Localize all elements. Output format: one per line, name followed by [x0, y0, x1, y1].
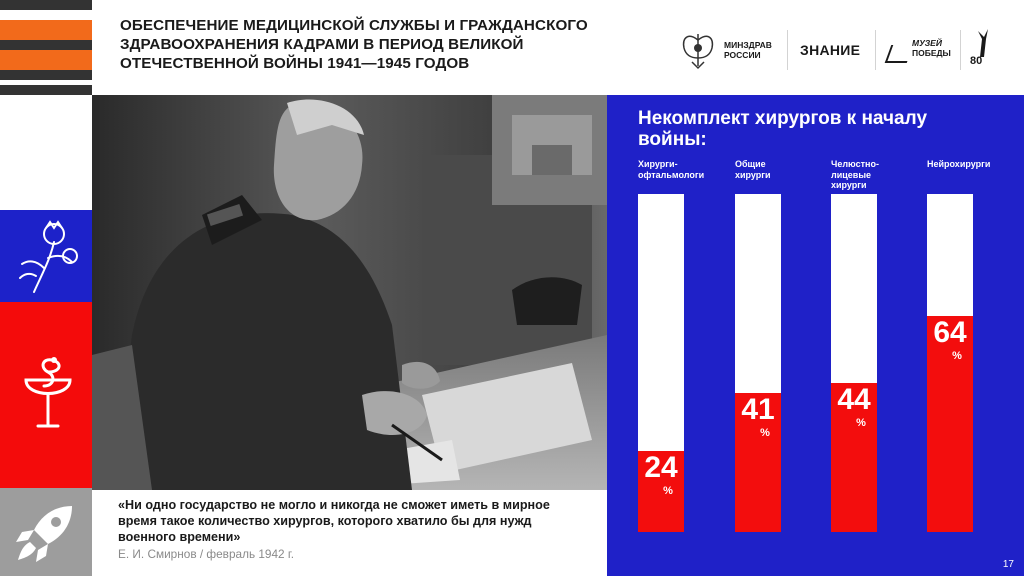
medical-tile	[0, 302, 92, 488]
st-george-ribbon	[0, 0, 92, 95]
chart-panel	[607, 95, 1024, 576]
page-number: 17	[1002, 559, 1014, 570]
museum-skyline-icon	[885, 45, 914, 63]
bar-value-label: 24	[644, 450, 678, 484]
bar-unit-label: %	[760, 427, 770, 440]
rocket-icon	[12, 498, 82, 568]
logo-divider	[787, 30, 788, 70]
minzdrav-line1: МИНЗДРАВ	[724, 40, 772, 50]
znanie-logo	[800, 26, 860, 74]
museum-logo	[888, 26, 950, 74]
bar-unit-label: %	[952, 349, 962, 362]
quote-author: Е. И. Смирнов / февраль 1942 г.	[118, 547, 295, 561]
historical-photo-image	[92, 95, 607, 490]
anniversary-logo	[970, 26, 994, 74]
category-label: Хирурги-офтальмологи	[638, 159, 705, 180]
bar-track	[638, 194, 684, 532]
logo-divider	[875, 30, 876, 70]
category-label: Нейрохирурги	[927, 159, 991, 169]
carnation-tile	[0, 210, 92, 302]
znanie-wordmark: ЗНАНИЕ	[800, 42, 861, 58]
minzdrav-line2: РОССИИ	[724, 50, 761, 60]
bar	[831, 383, 877, 532]
anniversary-number: 80	[970, 55, 983, 67]
bar-value-label: 64	[933, 315, 967, 349]
bar	[927, 316, 973, 532]
historical-photo	[92, 95, 607, 490]
bar-unit-label: %	[663, 484, 673, 497]
chart-title: Некомплект хирургов к началу войны:	[638, 108, 928, 150]
logo-divider	[960, 30, 961, 70]
page-title: ОБЕСПЕЧЕНИЕ МЕДИЦИНСКОЙ СЛУЖБЫ И ГРАЖДАНСКОГО ЗДРАВООХРАНЕНИЯ КАДРАМИ В ПЕРИОД ВЕЛИКОЙ ОТЕЧЕСТВЕННОЙ ВОЙНЫ 1941—1945 ГОДОВ	[120, 17, 588, 72]
bar-value-label: 44	[837, 383, 871, 417]
bar-track	[927, 194, 973, 532]
quote-text: «Ни одно государство не могло и никогда не сможет иметь в мирное время такое количество хирургов, которого хватило бы для нужд военного времени»	[118, 498, 550, 545]
russian-emblem-icon	[678, 28, 718, 72]
medical-snake-bowl-icon	[18, 354, 78, 434]
carnation-icon	[14, 216, 84, 296]
bar-track	[831, 194, 877, 532]
motherland-statue-icon	[970, 29, 994, 57]
bar	[735, 393, 781, 532]
bar-value-label: 41	[741, 393, 775, 427]
minzdrav-logo	[678, 26, 772, 74]
category-label: Общие хирурги	[735, 159, 771, 180]
rocket-tile	[0, 488, 92, 576]
museum-line1: МУЗЕЙ	[912, 38, 942, 48]
bar-track	[735, 194, 781, 532]
museum-line2: ПОБЕДЫ	[912, 48, 951, 58]
category-label: Челюстно-лицевые хирурги	[831, 159, 879, 190]
bar-unit-label: %	[856, 417, 866, 430]
bar	[638, 451, 684, 532]
